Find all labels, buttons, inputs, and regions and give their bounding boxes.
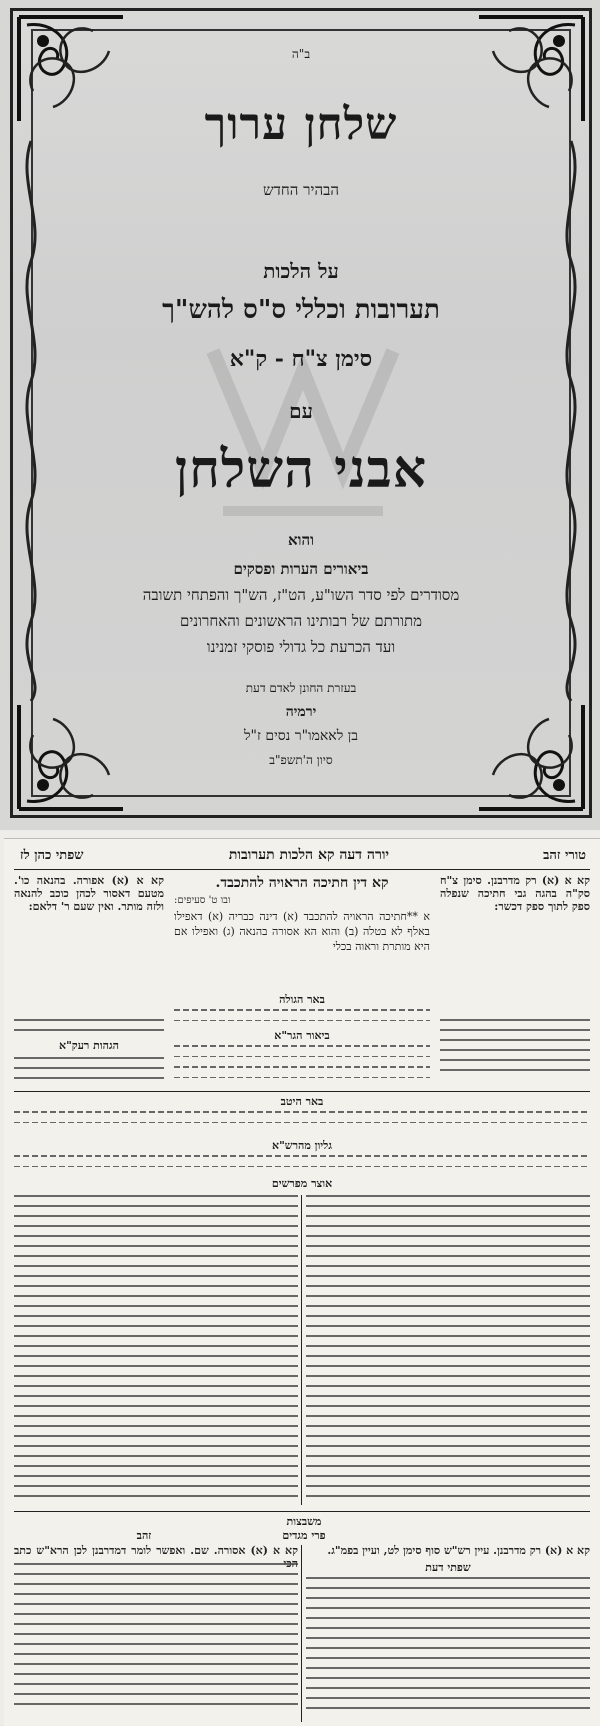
- title-page: [0, 0, 600, 830]
- taz-lines: [440, 1019, 590, 1079]
- siftei-daat-label: שפתי דעת: [425, 1561, 471, 1574]
- shulchan-aruch-page: [4, 838, 600, 1726]
- mishbetzot-label: משבצות: [286, 1515, 322, 1528]
- halacha-line: ובו ט' סעיפים:: [174, 895, 231, 906]
- biur-hagra-lines: [174, 1045, 430, 1085]
- column-divider: [301, 1545, 302, 1722]
- ornamental-frame: [10, 8, 592, 818]
- column-divider: [301, 1195, 302, 1505]
- section-rule: [14, 1511, 590, 1512]
- otzar-meforshim-label: אוצר מפרשים: [271, 1177, 333, 1190]
- section-rule: [14, 1091, 590, 1092]
- siman-range: סימן צ"ח - ק"א: [229, 346, 373, 372]
- beer-hagolah-label: באר הגולה: [279, 993, 325, 1006]
- description-line: מתורתם של רבותינו הראשונים והאחרונים: [179, 612, 423, 630]
- credit-line: ירמיה: [285, 704, 317, 720]
- pri-megadim-open: קא א (א) אסורה. שם. ואפשר לומר דמדרבנן לכן הרא"ש כתב: [14, 1544, 298, 1557]
- gilyon-maharsha-lines: [14, 1155, 590, 1175]
- siman-heading: קא דין חתיכה הראויה להתכבד.: [215, 875, 389, 891]
- al-halachot-label: על הלכות: [263, 259, 339, 283]
- description-line: ביאורים הערות ופסקים: [233, 560, 369, 578]
- pri-megadim-text: [14, 1545, 298, 1561]
- shach-open-text: קא א (א) אפורה. בהנאה כו'. מטעם דאסור לכהן כוכב להנאה ולזה מותר. ואין שעם ר' דלאם:: [14, 874, 164, 914]
- pri-megadim-lines: [14, 1563, 298, 1722]
- main-title: שלחן ערוך: [204, 99, 398, 150]
- biur-hagra-label: ביאור הגר"א: [274, 1029, 330, 1042]
- shach-column: [14, 875, 164, 1015]
- commentary-title: אבני השלחן: [174, 439, 428, 500]
- shach-lines: [14, 1019, 164, 1039]
- description: [13, 556, 589, 660]
- pri-megadim-label: פרי מגדים: [282, 1529, 326, 1542]
- header-center: יורה דעה קא הלכות תערובות: [228, 847, 390, 863]
- header-taz: טורי זהב: [543, 848, 586, 863]
- beer-hagolah-lines: [174, 1009, 430, 1029]
- taz-column: [440, 875, 590, 1015]
- otzar-left-column: [14, 1195, 298, 1505]
- header-shach: שפתי כהן לז: [20, 848, 84, 863]
- credit-line: בעזרת החונן לאדם דעת: [245, 681, 357, 695]
- zahav-label: זהב: [136, 1529, 152, 1542]
- credit-line: בן לאאמו"ר נסים ז"ל: [243, 728, 359, 744]
- mishbetzot-text: [306, 1545, 590, 1561]
- beer-heitev-label: באר היטב: [280, 1095, 324, 1108]
- bh-mark: ב"ה: [291, 47, 311, 61]
- hagahot-raka-label: הגהות רעק"א: [59, 1039, 119, 1052]
- author-credits: [13, 676, 589, 772]
- subtitle: הבהיר החדש: [263, 181, 339, 199]
- hagahot-raka-lines: [14, 1057, 164, 1087]
- main-text: [174, 909, 430, 989]
- mishbetzot-open: קא א (א) רק מדרבנן. עיין רש"ש סוף סימן לט, ועיין בפמ"ג.: [327, 1544, 590, 1557]
- description-line: ועד הכרעת כל גדולי פוסקי זמנינו: [206, 638, 396, 656]
- siftei-daat-lines: [306, 1577, 590, 1722]
- main-text-body: א **חתיכה הראויה להתכבד (א) דינה כבריה (א) דאפילו באלף לא בטלה (ב) והוא הא אסורה בהנאה (ג) ואפילו אם היא מותרת וראוה בכלי: [174, 910, 430, 953]
- gilyon-maharsha-label: גליון מהרש"א: [272, 1139, 332, 1152]
- im-label: עם: [289, 399, 313, 423]
- topic-title: תערובות וכללי ס"ס להש"ך: [162, 295, 440, 325]
- vehu-label: והוא: [288, 531, 314, 549]
- credit-line: סיון ה'תשפ"ב: [269, 753, 333, 767]
- description-line: מסודרים לפי סדר השו"ע, הט"ז, הש"ך והפתחי תשובה: [142, 586, 460, 604]
- taz-open-text: קא א (א) רק מדרבנן. סימן צ"ח סק"ה בהגה גבי חתיכה שנפלה ספק לתוך ספק דכשר:: [440, 874, 590, 914]
- otzar-right-column: [306, 1195, 590, 1505]
- header-rule: [14, 869, 590, 870]
- beer-heitev-lines: [14, 1111, 590, 1141]
